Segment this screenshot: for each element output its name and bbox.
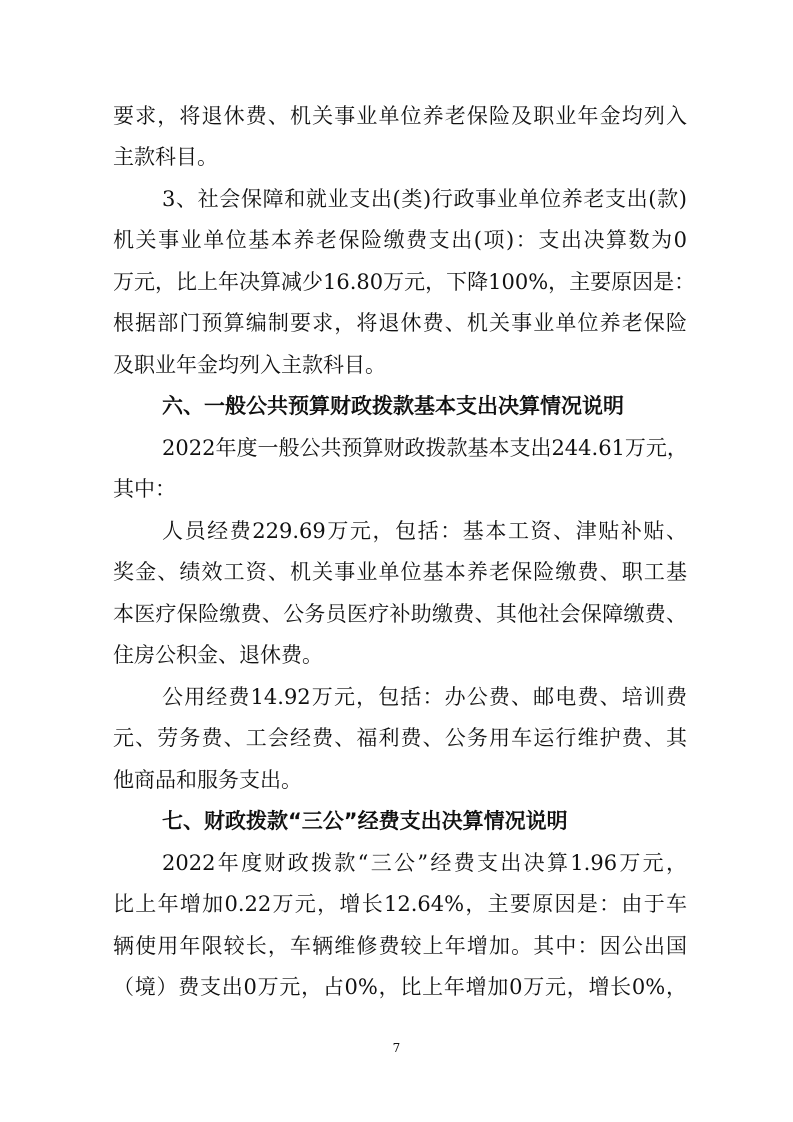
text-line: 比上年增加0.22万元，增长12.64%，主要原因是：由于车 — [113, 892, 687, 916]
text-line: 2022年度财政拨款“三公”经费支出决算1.96万元， — [162, 851, 687, 875]
text-line: 其中： — [113, 477, 176, 501]
text-line: 元、劳务费、工会经费、福利费、公务用车运行维护费、其 — [113, 726, 687, 750]
text-line: （境）费支出0万元，占0%，比上年增加0万元，增长0%， — [113, 975, 687, 999]
text-line: 3、社会保障和就业支出(类)行政事业单位养老支出(款) — [162, 187, 687, 211]
text-line: 辆使用年限较长，车辆维修费较上年增加。其中：因公出国 — [113, 934, 687, 958]
text-line: 住房公积金、退休费。 — [113, 643, 323, 667]
text-line: 本医疗保险缴费、公务员医疗补助缴费、其他社会保障缴费、 — [113, 602, 687, 626]
section-heading: 七、财政拨款“三公”经费支出决算情况说明 — [162, 809, 568, 833]
text-line: 万元，比上年决算减少16.80万元，下降100%，主要原因是： — [113, 270, 696, 294]
text-line: 公用经费14.92万元，包括：办公费、邮电费、培训费 — [162, 685, 687, 709]
text-line: 及职业年金均列入主款科目。 — [113, 353, 386, 377]
text-line: 2022年度一般公共预算财政拨款基本支出244.61万元， — [162, 436, 688, 460]
text-line: 人员经费229.69万元，包括：基本工资、津贴补贴、 — [162, 519, 687, 543]
page-number: 7 — [392, 1041, 401, 1055]
text-line: 根据部门预算编制要求，将退休费、机关事业单位养老保险 — [113, 311, 687, 335]
text-line: 他商品和服务支出。 — [113, 768, 302, 792]
section-heading: 六、一般公共预算财政拨款基本支出决算情况说明 — [162, 394, 624, 418]
text-line: 要求，将退休费、机关事业单位养老保险及职业年金均列入 — [113, 104, 687, 128]
text-line: 主款科目。 — [113, 145, 218, 169]
text-line: 奖金、绩效工资、机关事业单位基本养老保险缴费、职工基 — [113, 560, 687, 584]
text-line: 机关事业单位基本养老保险缴费支出(项)：支出决算数为0 — [113, 228, 687, 252]
